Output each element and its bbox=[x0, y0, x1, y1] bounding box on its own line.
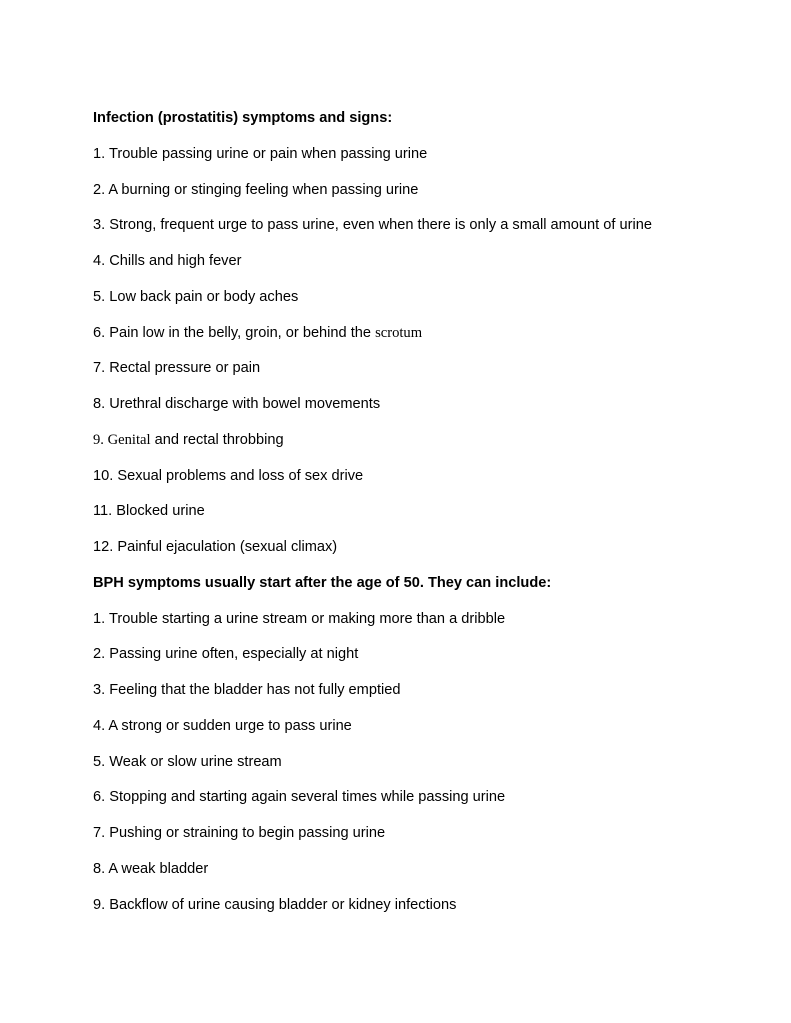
prostatitis-item-5: 5. Low back pain or body aches bbox=[93, 288, 299, 305]
prostatitis-item-9-text: and rectal throbbing bbox=[150, 431, 284, 448]
prostatitis-item-9 bbox=[93, 430, 753, 450]
prostatitis-heading: Infection (prostatitis) symptoms and signs: bbox=[93, 110, 393, 126]
prostatitis-item-4: 4. Chills and high fever bbox=[93, 253, 242, 269]
bph-item-7: 7. Pushing or straining to begin passing urine bbox=[93, 825, 386, 841]
document-page bbox=[93, 108, 753, 930]
bph-item-8: 8. A weak bladder bbox=[93, 860, 209, 877]
bph-item-9: 9. Backflow of urine causing bladder or kidney infections bbox=[93, 896, 457, 913]
prostatitis-item-1: 1. Trouble passing urine or pain when passing urine bbox=[93, 145, 428, 162]
bph-item-4: 4. A strong or sudden urge to pass urine bbox=[93, 717, 352, 734]
bph-item-6: 6. Stopping and starting again several times while passing urine bbox=[93, 789, 506, 806]
bph-item-5: 5. Weak or slow urine stream bbox=[93, 753, 282, 770]
prostatitis-item-2: 2. A burning or stinging feeling when passing urine bbox=[93, 181, 419, 198]
bph-item-2: 2. Passing urine often, especially at night bbox=[93, 646, 359, 663]
prostatitis-item-7: 7. Rectal pressure or pain bbox=[93, 360, 261, 377]
bph-heading: BPH symptoms usually start after the age of 50. They can include: bbox=[93, 574, 552, 591]
prostatitis-item-6 bbox=[93, 323, 753, 343]
prostatitis-item-12: 12. Painful ejaculation (sexual climax) bbox=[93, 539, 338, 555]
prostatitis-item-8: 8. Urethral discharge with bowel movements bbox=[93, 396, 381, 412]
bph-item-3: 3. Feeling that the bladder has not fully emptied bbox=[93, 682, 401, 698]
bph-item-1: 1. Trouble starting a urine stream or making more than a dribble bbox=[93, 610, 506, 627]
prostatitis-item-10: 10. Sexual problems and loss of sex drive bbox=[93, 467, 364, 484]
prostatitis-item-9-serif-text: 9. Genital bbox=[93, 431, 151, 448]
prostatitis-item-11: 11. Blocked urine bbox=[93, 503, 205, 520]
prostatitis-item-3: 3. Strong, frequent urge to pass urine, even when there is only a small amount of urine bbox=[93, 217, 652, 234]
prostatitis-item-6-text: 6. Pain low in the belly, groin, or behind the bbox=[93, 324, 376, 341]
prostatitis-item-6-serif-word: scrotum bbox=[375, 324, 423, 341]
